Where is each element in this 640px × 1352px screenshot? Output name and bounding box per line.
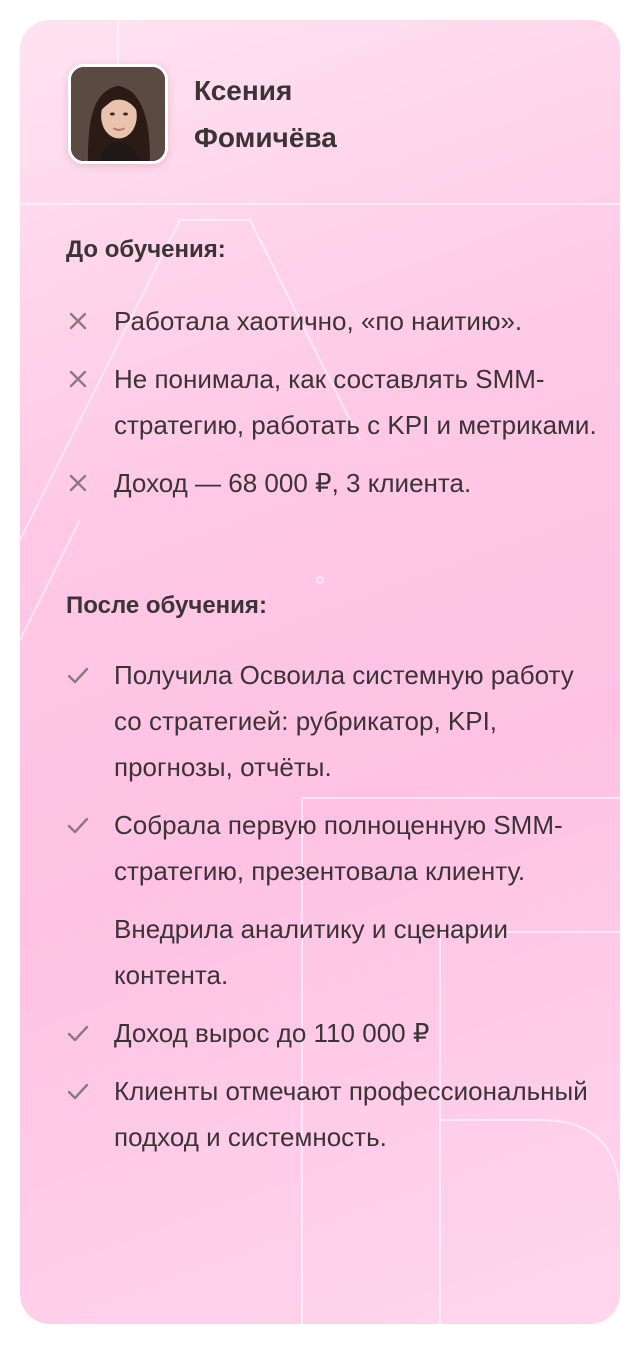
check-icon [66, 1079, 90, 1103]
before-list [66, 298, 606, 518]
first-name: Ксения [194, 75, 293, 106]
after-title: После обучения: [66, 592, 267, 619]
last-name: Фомичёва [194, 122, 337, 153]
list-item [66, 1010, 606, 1056]
list-item-text: Не понимала, как составлять SMM-стратегию, работать с KPI и метриками. [114, 364, 597, 440]
avatar [68, 64, 168, 164]
profile-header [68, 62, 337, 166]
check-icon [66, 813, 90, 837]
list-item [66, 460, 606, 506]
person-name [194, 67, 337, 161]
list-item [66, 298, 606, 344]
check-icon [66, 663, 90, 687]
cross-icon [66, 309, 90, 333]
list-item [66, 802, 606, 894]
list-item-text: Клиенты отмечают профессиональный подход и системность. [114, 1076, 588, 1152]
before-title: До обучения: [66, 236, 226, 263]
list-item [66, 906, 606, 998]
list-item-text: Работала хаотично, «по наитию». [114, 306, 523, 336]
check-icon [66, 1021, 90, 1045]
list-item-text: Внедрила аналитику и сценарии контента. [114, 914, 509, 990]
list-item-text: Доход вырос до 110 000 ₽ [114, 1018, 430, 1048]
list-item [66, 1068, 606, 1160]
list-item-text: Доход — 68 000 ₽, 3 клиента. [114, 468, 472, 498]
after-list [66, 652, 606, 1172]
list-item-text: Получила Освоила системную работу со стратегией: рубрикатор, KPI, прогнозы, отчёты. [114, 660, 574, 782]
cross-icon [66, 367, 90, 391]
list-item [66, 652, 606, 790]
cross-icon [66, 471, 90, 495]
testimonial-card [20, 20, 620, 1324]
list-item [66, 356, 606, 448]
list-item-text: Собрала первую полноценную SMM-стратегию, презентовала клиенту. [114, 810, 563, 886]
